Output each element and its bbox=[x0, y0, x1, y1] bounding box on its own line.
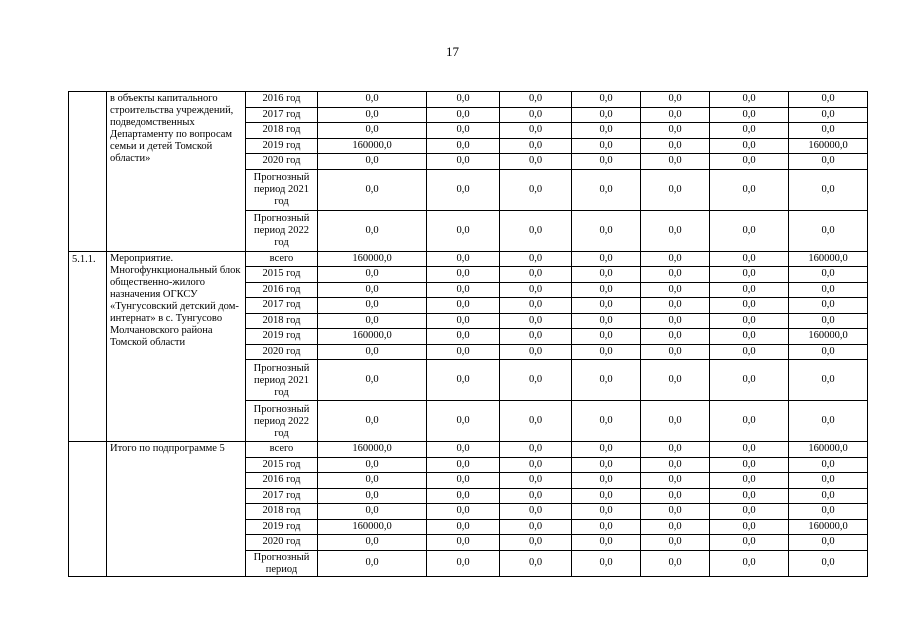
value-cell: 0,0 bbox=[500, 267, 572, 283]
value-cell: 0,0 bbox=[641, 329, 710, 345]
value-cell: 0,0 bbox=[641, 267, 710, 283]
value-cell: 0,0 bbox=[427, 154, 500, 170]
table-row bbox=[69, 251, 868, 267]
value-cell: 0,0 bbox=[572, 267, 641, 283]
value-cell: 0,0 bbox=[500, 329, 572, 345]
value-cell: 0,0 bbox=[710, 329, 789, 345]
value-cell: 0,0 bbox=[641, 442, 710, 458]
value-cell: 0,0 bbox=[318, 282, 427, 298]
value-cell: 0,0 bbox=[318, 107, 427, 123]
value-cell: 0,0 bbox=[572, 313, 641, 329]
value-cell: 0,0 bbox=[641, 504, 710, 520]
value-cell: 0,0 bbox=[427, 123, 500, 139]
value-cell: 0,0 bbox=[710, 488, 789, 504]
value-cell: 0,0 bbox=[500, 92, 572, 108]
year-cell: 2018 год bbox=[246, 313, 318, 329]
value-cell: 0,0 bbox=[318, 313, 427, 329]
value-cell: 0,0 bbox=[427, 519, 500, 535]
value-cell: 0,0 bbox=[500, 457, 572, 473]
value-cell: 0,0 bbox=[500, 251, 572, 267]
page-number: 17 bbox=[446, 44, 459, 59]
year-cell: 2019 год bbox=[246, 519, 318, 535]
value-cell: 0,0 bbox=[427, 282, 500, 298]
value-cell: 0,0 bbox=[710, 550, 789, 576]
value-cell: 0,0 bbox=[318, 401, 427, 442]
value-cell: 0,0 bbox=[572, 154, 641, 170]
value-cell: 0,0 bbox=[710, 473, 789, 489]
section-number bbox=[69, 442, 107, 577]
year-cell: 2020 год bbox=[246, 154, 318, 170]
value-cell: 0,0 bbox=[789, 473, 868, 489]
year-cell: всего bbox=[246, 251, 318, 267]
value-cell: 0,0 bbox=[789, 123, 868, 139]
value-cell: 0,0 bbox=[500, 107, 572, 123]
value-cell: 0,0 bbox=[641, 344, 710, 360]
value-cell: 0,0 bbox=[710, 123, 789, 139]
value-cell: 0,0 bbox=[710, 519, 789, 535]
value-cell: 0,0 bbox=[427, 442, 500, 458]
year-cell: 2019 год bbox=[246, 329, 318, 345]
value-cell: 0,0 bbox=[427, 457, 500, 473]
year-cell: Прогнозный период bbox=[246, 550, 318, 576]
value-cell: 0,0 bbox=[427, 251, 500, 267]
value-cell: 0,0 bbox=[318, 457, 427, 473]
section-name: Итого по подпрограмме 5 bbox=[107, 442, 246, 577]
value-cell: 0,0 bbox=[789, 92, 868, 108]
value-cell: 0,0 bbox=[318, 488, 427, 504]
value-cell: 0,0 bbox=[318, 535, 427, 551]
value-cell: 0,0 bbox=[641, 107, 710, 123]
value-cell: 0,0 bbox=[500, 123, 572, 139]
value-cell: 0,0 bbox=[641, 92, 710, 108]
value-cell: 0,0 bbox=[500, 154, 572, 170]
value-cell: 0,0 bbox=[572, 169, 641, 210]
value-cell: 0,0 bbox=[427, 360, 500, 401]
value-cell: 0,0 bbox=[572, 251, 641, 267]
value-cell: 0,0 bbox=[500, 504, 572, 520]
year-cell: Прогнозный период 2022 год bbox=[246, 401, 318, 442]
value-cell: 0,0 bbox=[427, 169, 500, 210]
value-cell: 0,0 bbox=[572, 535, 641, 551]
value-cell: 0,0 bbox=[427, 210, 500, 251]
year-cell: Прогнозный период 2021 год bbox=[246, 360, 318, 401]
value-cell: 0,0 bbox=[572, 457, 641, 473]
value-cell: 0,0 bbox=[572, 504, 641, 520]
value-cell: 0,0 bbox=[641, 360, 710, 401]
value-cell: 0,0 bbox=[641, 282, 710, 298]
value-cell: 0,0 bbox=[641, 123, 710, 139]
year-cell: 2017 год bbox=[246, 107, 318, 123]
value-cell: 0,0 bbox=[710, 344, 789, 360]
value-cell: 0,0 bbox=[710, 298, 789, 314]
year-cell: 2020 год bbox=[246, 535, 318, 551]
value-cell: 0,0 bbox=[710, 107, 789, 123]
value-cell: 0,0 bbox=[641, 154, 710, 170]
value-cell: 0,0 bbox=[500, 138, 572, 154]
value-cell: 0,0 bbox=[710, 401, 789, 442]
value-cell: 0,0 bbox=[572, 210, 641, 251]
value-cell: 0,0 bbox=[710, 267, 789, 283]
value-cell: 160000,0 bbox=[789, 329, 868, 345]
value-cell: 0,0 bbox=[427, 488, 500, 504]
table-row bbox=[69, 92, 868, 108]
value-cell: 0,0 bbox=[572, 519, 641, 535]
value-cell: 0,0 bbox=[710, 154, 789, 170]
section-number: 5.1.1. bbox=[69, 251, 107, 442]
value-cell: 0,0 bbox=[789, 282, 868, 298]
value-cell: 0,0 bbox=[710, 251, 789, 267]
value-cell: 0,0 bbox=[789, 210, 868, 251]
value-cell: 0,0 bbox=[789, 535, 868, 551]
value-cell: 0,0 bbox=[318, 267, 427, 283]
value-cell: 0,0 bbox=[318, 210, 427, 251]
value-cell: 0,0 bbox=[710, 360, 789, 401]
value-cell: 0,0 bbox=[710, 169, 789, 210]
year-cell: 2015 год bbox=[246, 457, 318, 473]
value-cell: 0,0 bbox=[789, 360, 868, 401]
year-cell: 2019 год bbox=[246, 138, 318, 154]
value-cell: 160000,0 bbox=[318, 442, 427, 458]
year-cell: 2020 год bbox=[246, 344, 318, 360]
value-cell: 0,0 bbox=[789, 107, 868, 123]
value-cell: 160000,0 bbox=[789, 442, 868, 458]
value-cell: 0,0 bbox=[318, 344, 427, 360]
value-cell: 0,0 bbox=[572, 442, 641, 458]
value-cell: 0,0 bbox=[500, 401, 572, 442]
value-cell: 0,0 bbox=[572, 138, 641, 154]
value-cell: 160000,0 bbox=[789, 251, 868, 267]
value-cell: 0,0 bbox=[318, 504, 427, 520]
value-cell: 160000,0 bbox=[318, 138, 427, 154]
value-cell: 0,0 bbox=[789, 169, 868, 210]
value-cell: 0,0 bbox=[318, 123, 427, 139]
value-cell: 0,0 bbox=[318, 360, 427, 401]
value-cell: 0,0 bbox=[572, 298, 641, 314]
value-cell: 0,0 bbox=[500, 550, 572, 576]
section-name: Мероприятие. Многофункциональный блок общественно-жилого назначения ОГКСУ «Тунгусовский детский дом-интернат» в с. Тунгусово Молчановского района Томской области bbox=[107, 251, 246, 442]
value-cell: 0,0 bbox=[500, 313, 572, 329]
value-cell: 0,0 bbox=[641, 313, 710, 329]
value-cell: 0,0 bbox=[427, 550, 500, 576]
value-cell: 0,0 bbox=[427, 92, 500, 108]
value-cell: 0,0 bbox=[710, 282, 789, 298]
value-cell: 160000,0 bbox=[789, 138, 868, 154]
value-cell: 0,0 bbox=[710, 313, 789, 329]
value-cell: 0,0 bbox=[789, 313, 868, 329]
value-cell: 160000,0 bbox=[318, 251, 427, 267]
value-cell: 0,0 bbox=[710, 442, 789, 458]
value-cell: 0,0 bbox=[318, 92, 427, 108]
value-cell: 0,0 bbox=[500, 488, 572, 504]
value-cell: 0,0 bbox=[427, 298, 500, 314]
value-cell: 0,0 bbox=[641, 535, 710, 551]
value-cell: 0,0 bbox=[710, 138, 789, 154]
year-cell: Прогнозный период 2021 год bbox=[246, 169, 318, 210]
value-cell: 0,0 bbox=[318, 154, 427, 170]
value-cell: 0,0 bbox=[427, 535, 500, 551]
section-number bbox=[69, 92, 107, 252]
value-cell: 0,0 bbox=[318, 169, 427, 210]
year-cell: Прогнозный период 2022 год bbox=[246, 210, 318, 251]
value-cell: 0,0 bbox=[641, 473, 710, 489]
value-cell: 0,0 bbox=[710, 210, 789, 251]
value-cell: 0,0 bbox=[318, 550, 427, 576]
value-cell: 0,0 bbox=[641, 550, 710, 576]
value-cell: 0,0 bbox=[500, 360, 572, 401]
value-cell: 0,0 bbox=[641, 210, 710, 251]
value-cell: 0,0 bbox=[572, 107, 641, 123]
value-cell: 0,0 bbox=[500, 473, 572, 489]
value-cell: 0,0 bbox=[500, 210, 572, 251]
value-cell: 0,0 bbox=[641, 169, 710, 210]
value-cell: 0,0 bbox=[427, 473, 500, 489]
value-cell: 0,0 bbox=[789, 504, 868, 520]
value-cell: 0,0 bbox=[572, 92, 641, 108]
year-cell: 2017 год bbox=[246, 488, 318, 504]
value-cell: 0,0 bbox=[789, 401, 868, 442]
value-cell: 160000,0 bbox=[318, 329, 427, 345]
value-cell: 0,0 bbox=[427, 138, 500, 154]
value-cell: 0,0 bbox=[318, 473, 427, 489]
value-cell: 0,0 bbox=[641, 251, 710, 267]
value-cell: 0,0 bbox=[710, 504, 789, 520]
value-cell: 0,0 bbox=[710, 535, 789, 551]
value-cell: 0,0 bbox=[427, 329, 500, 345]
value-cell: 0,0 bbox=[710, 457, 789, 473]
year-cell: 2018 год bbox=[246, 504, 318, 520]
year-cell: всего bbox=[246, 442, 318, 458]
value-cell: 0,0 bbox=[572, 329, 641, 345]
value-cell: 0,0 bbox=[500, 535, 572, 551]
section-name: в объекты капитального строительства учреждений, подведомственных Департаменту по вопросам семьи и детей Томской области» bbox=[107, 92, 246, 252]
value-cell: 0,0 bbox=[572, 344, 641, 360]
value-cell: 0,0 bbox=[572, 550, 641, 576]
value-cell: 0,0 bbox=[500, 519, 572, 535]
value-cell: 0,0 bbox=[641, 138, 710, 154]
budget-table bbox=[68, 91, 868, 577]
value-cell: 160000,0 bbox=[318, 519, 427, 535]
value-cell: 0,0 bbox=[427, 313, 500, 329]
value-cell: 0,0 bbox=[318, 298, 427, 314]
value-cell: 0,0 bbox=[641, 298, 710, 314]
value-cell: 0,0 bbox=[789, 267, 868, 283]
table-row bbox=[69, 442, 868, 458]
value-cell: 0,0 bbox=[572, 473, 641, 489]
value-cell: 0,0 bbox=[641, 401, 710, 442]
value-cell: 0,0 bbox=[572, 282, 641, 298]
value-cell: 0,0 bbox=[500, 282, 572, 298]
year-cell: 2018 год bbox=[246, 123, 318, 139]
table-body bbox=[69, 92, 868, 577]
year-cell: 2015 год bbox=[246, 267, 318, 283]
value-cell: 0,0 bbox=[641, 457, 710, 473]
value-cell: 0,0 bbox=[789, 298, 868, 314]
value-cell: 0,0 bbox=[710, 92, 789, 108]
year-cell: 2017 год bbox=[246, 298, 318, 314]
value-cell: 0,0 bbox=[572, 123, 641, 139]
year-cell: 2016 год bbox=[246, 473, 318, 489]
value-cell: 0,0 bbox=[500, 169, 572, 210]
value-cell: 0,0 bbox=[427, 504, 500, 520]
value-cell: 0,0 bbox=[427, 267, 500, 283]
value-cell: 0,0 bbox=[641, 488, 710, 504]
value-cell: 0,0 bbox=[789, 457, 868, 473]
value-cell: 0,0 bbox=[789, 344, 868, 360]
value-cell: 0,0 bbox=[572, 488, 641, 504]
value-cell: 0,0 bbox=[789, 488, 868, 504]
value-cell: 0,0 bbox=[427, 107, 500, 123]
value-cell: 160000,0 bbox=[789, 519, 868, 535]
value-cell: 0,0 bbox=[572, 360, 641, 401]
value-cell: 0,0 bbox=[500, 442, 572, 458]
value-cell: 0,0 bbox=[789, 550, 868, 576]
year-cell: 2016 год bbox=[246, 282, 318, 298]
value-cell: 0,0 bbox=[641, 519, 710, 535]
year-cell: 2016 год bbox=[246, 92, 318, 108]
value-cell: 0,0 bbox=[572, 401, 641, 442]
value-cell: 0,0 bbox=[427, 344, 500, 360]
value-cell: 0,0 bbox=[789, 154, 868, 170]
value-cell: 0,0 bbox=[500, 298, 572, 314]
value-cell: 0,0 bbox=[500, 344, 572, 360]
value-cell: 0,0 bbox=[427, 401, 500, 442]
